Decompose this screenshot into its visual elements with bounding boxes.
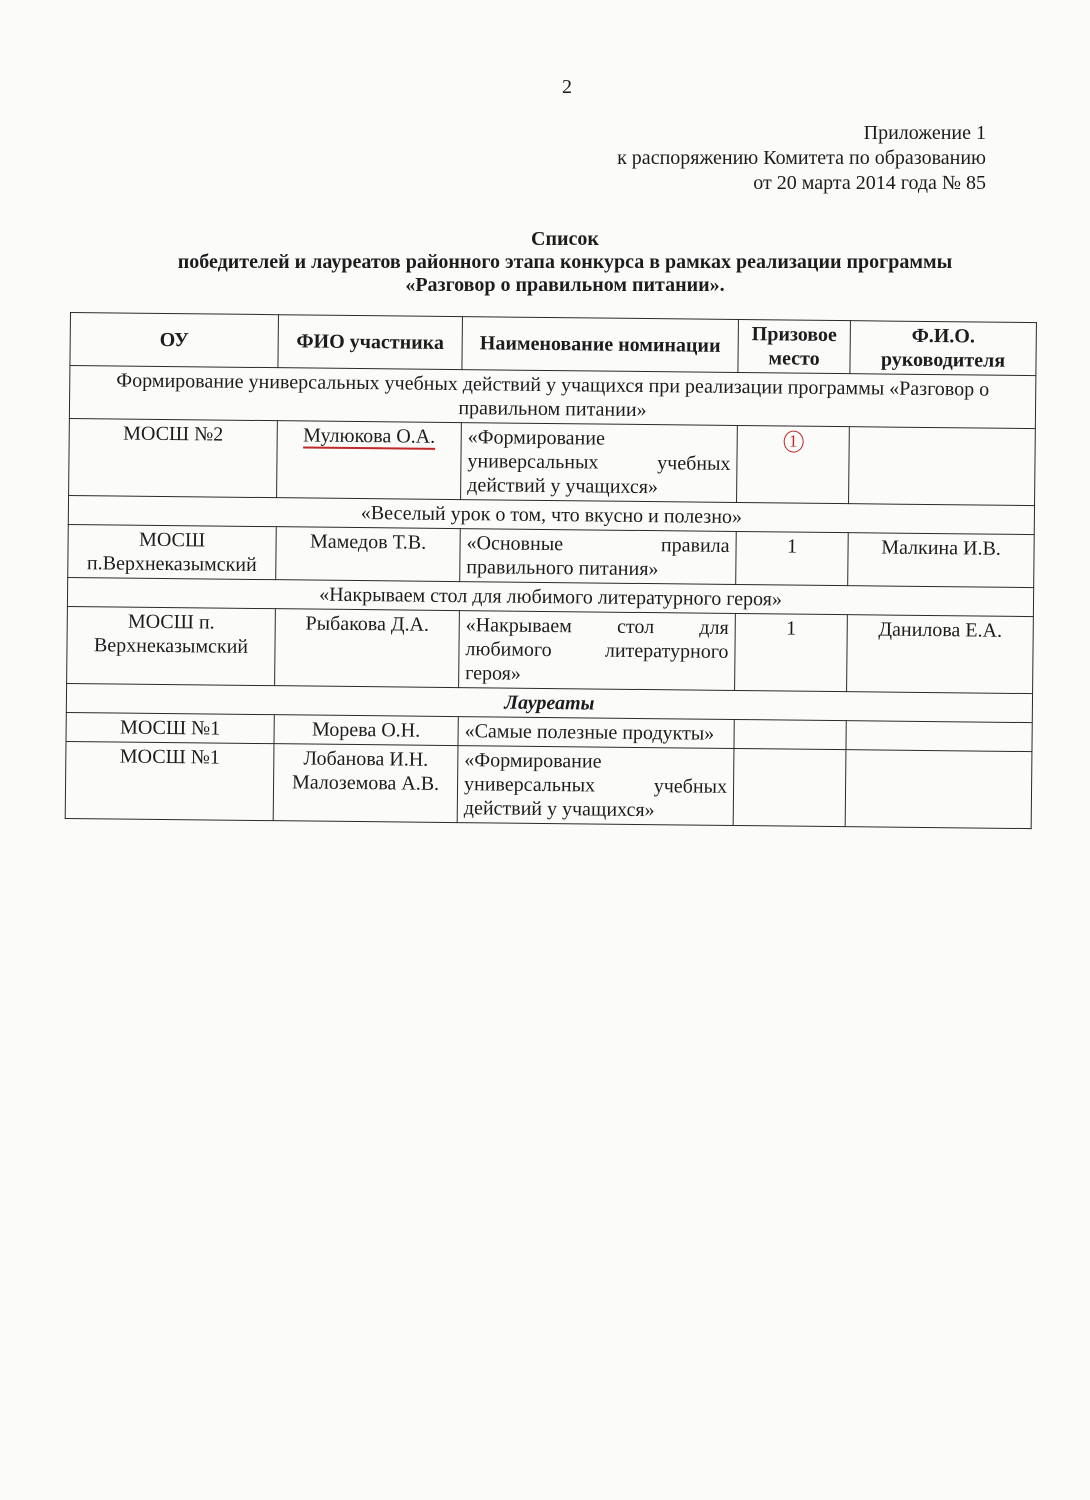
circled-place: 1 [783,430,803,452]
cell-leader: Малкина И.В. [848,533,1035,588]
table-row [65,741,1032,828]
cell-ou: МОСШ №1 [66,712,274,743]
cell-leader [849,427,1036,506]
page-number: 2 [562,76,572,98]
cell-nomination: «Формирование универсальных учебных действий у учащихся» [461,423,738,503]
header-place: Призовое место [738,320,851,374]
cell-fio: Морева О.Н. [274,715,458,746]
header-ou: ОУ [70,313,279,368]
section-title-laureates: Лауреаты [66,683,1032,722]
header-nomination: Наименование номинации [462,317,739,373]
appendix-line-1: Приложение 1 [863,122,986,144]
header-fio: ФИО участника [278,315,463,370]
cell-fio [277,421,462,500]
cell-leader [845,750,1032,829]
results-table [65,312,1037,829]
cell-fio: Мамедов Т.В. [276,527,461,582]
cell-fio: Лобанова И.Н. Малоземова А.В. [273,744,458,823]
underlined-name: Мулюкова О.А. [303,424,436,448]
cell-nomination: «Формирование универсальных учебных действий у учащихся» [457,746,734,826]
table-row [67,606,1034,693]
cell-leader [846,721,1032,752]
cell-nomination: «Основные правила правильного питания» [460,529,737,585]
cell-place [733,748,846,826]
cell-fio: Рыбакова Д.А. [275,609,460,688]
results-table-wrapper [65,312,1036,829]
section-title: Формирование универсальных учебных действий у учащихся при реализации программы «Разговор о правильном питании» [69,366,1036,429]
title-line-3: «Разговор о правильном питании». [405,274,725,296]
title-line-1: Список [531,228,599,250]
cell-place: 1 [736,531,849,585]
cell-ou: МОСШ №1 [65,741,274,820]
cell-nomination: «Накрываем стол для любимого литературного героя» [459,611,736,691]
appendix-header [617,121,986,196]
appendix-line-2: к распоряжению Комитета по образованию [617,147,986,169]
cell-place [737,425,850,503]
cell-place [734,719,846,749]
appendix-line-3: от 20 марта 2014 года № 85 [753,172,986,194]
cell-ou: МОСШ п. Верхнеказымский [67,606,276,685]
section-title: «Веселый урок о том, что вкусно и полезно» [68,495,1034,534]
title-line-2: победителей и лауреатов районного этапа конкурса в рамках реализации программы [177,251,953,273]
cell-ou: МОСШ п.Верхнеказымский [68,524,277,579]
cell-leader: Данилова Е.А. [847,615,1034,694]
document-title [120,228,1010,297]
header-leader: Ф.И.О. руководителя [850,321,1037,376]
table-row [69,418,1036,505]
cell-ou: МОСШ №2 [69,418,278,497]
cell-place: 1 [735,613,848,691]
cell-nomination: «Самые полезные продукты» [458,717,734,749]
section-title: «Накрываем стол для любимого литературного героя» [67,577,1033,616]
